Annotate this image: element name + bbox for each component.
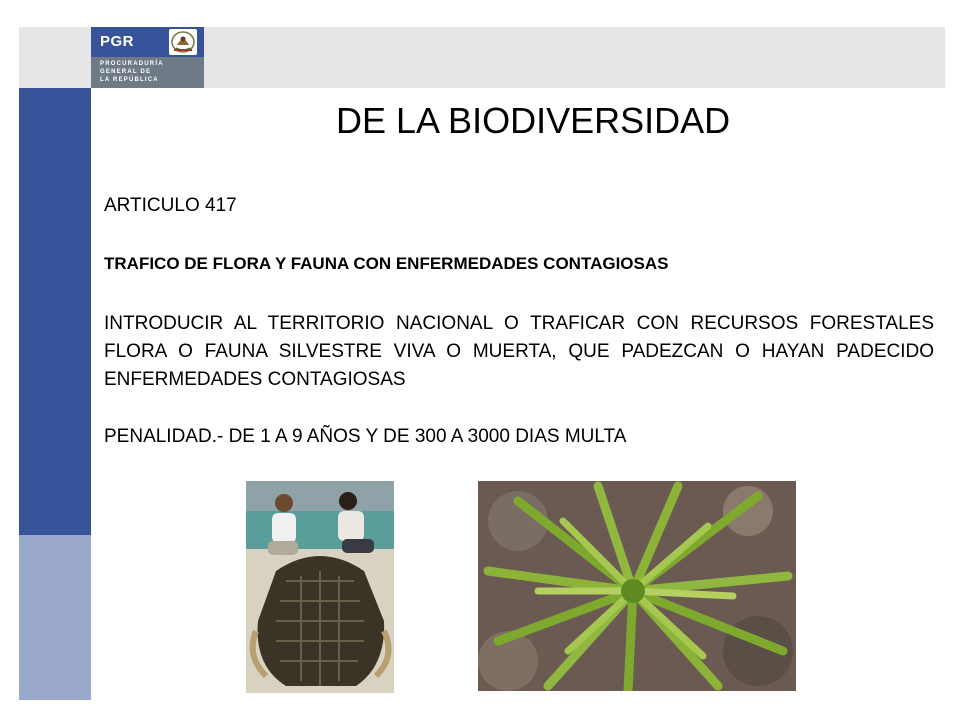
pgr-logo: [91, 27, 204, 88]
sidebar-light-bar: [19, 535, 91, 700]
penalty-text: PENALIDAD.- DE 1 A 9 AÑOS Y DE 300 A 3000 DIAS MULTA: [104, 426, 627, 447]
article-number: ARTICULO 417: [104, 195, 237, 216]
logo-institution-name: [100, 60, 164, 84]
logo-line-1: PROCURADURÍA: [100, 61, 164, 67]
photo-crocodile-hide: [246, 481, 394, 693]
logo-line-3: LA REPÚBLICA: [100, 77, 159, 83]
mexican-coat-of-arms-icon: [169, 29, 197, 55]
photo-agave-plant: [478, 481, 796, 691]
logo-line-2: GENERAL DE: [100, 69, 152, 75]
slide-title: DE LA BIODIVERSIDAD: [336, 100, 731, 141]
offense-heading: TRAFICO DE FLORA Y FAUNA CON ENFERMEDADES CONTAGIOSAS: [104, 254, 669, 273]
sidebar-dark-bar: [19, 88, 91, 535]
logo-acronym: PGR: [100, 33, 135, 50]
offense-description: INTRODUCIR AL TERRITORIO NACIONAL O TRAFICAR CON RECURSOS FORESTALES FLORA O FAUNA SILVESTRE VIVA O MUERTA, QUE PADEZCAN O HAYAN PADECIDO ENFERMEDADES CONTAGIOSAS: [104, 313, 934, 390]
